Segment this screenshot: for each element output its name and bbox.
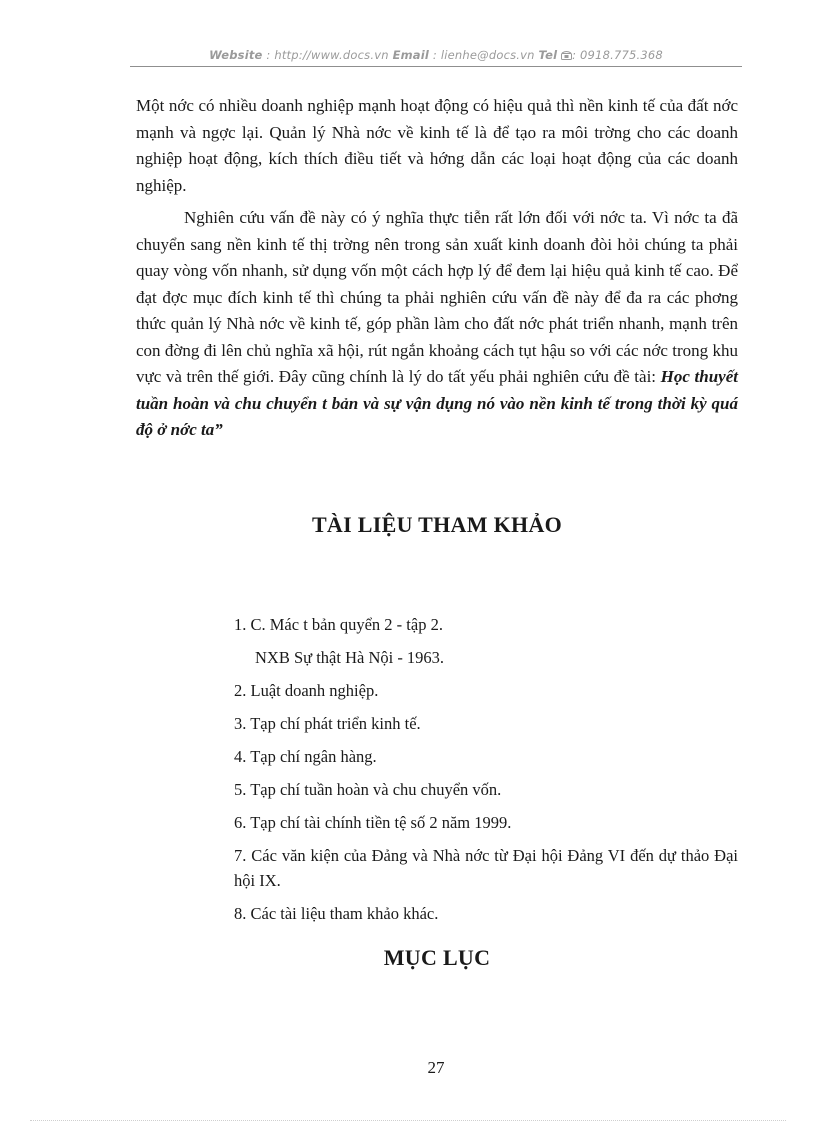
- thesis-title: Học thuyết tuần hoàn và chu chuyển t bản và sự vận dụng nó vào nền kinh tế trong thời kỳ quá độ ở nớc ta”: [136, 367, 738, 439]
- page-number: 27: [427, 1058, 445, 1077]
- tel-label: Tel: [538, 48, 558, 62]
- email-value: : lienhe@docs.vn: [432, 48, 535, 62]
- reference-item: 3. Tạp chí phát triển kinh tế.: [234, 714, 421, 733]
- website-label: Website: [209, 48, 263, 62]
- email-label: Email: [392, 48, 430, 62]
- tel-value: : 0918.775.368: [572, 48, 663, 62]
- reference-item: 1. C. Mác t bản quyển 2 - tập 2.: [234, 615, 443, 634]
- body-paragraph-2: [136, 205, 738, 444]
- references-list: [234, 612, 738, 934]
- paragraph-2: [136, 205, 738, 444]
- reference-item: 8. Các tài liệu tham khảo khác.: [234, 904, 439, 923]
- references-title: TÀI LIỆU THAM KHẢO: [311, 512, 563, 537]
- body-paragraph-1: [136, 93, 738, 199]
- reference-item-publisher: NXB Sự thật Hà Nội - 1963.: [255, 648, 445, 667]
- reference-item: 2. Luật doanh nghiệp.: [234, 681, 379, 700]
- phone-icon: [561, 48, 572, 62]
- reference-item: 6. Tạp chí tài chính tiền tệ số 2 năm 1999.: [234, 813, 512, 832]
- toc-title: MỤC LỤC: [383, 945, 491, 970]
- paragraph-1-text: Một nớc có nhiều doanh nghiệp mạnh hoạt động có hiệu quả thì nền kinh tế của đất nớc mạnh và ngợc lại. Quản lý Nhà nớc về kinh tế là để tạo ra môi trờng cho các doanh nghiệp hoạt động, kích thích điều tiết và hớng dẫn các loại hoạt động của các doanh nghiệp.: [136, 96, 738, 195]
- reference-item: 5. Tạp chí tuần hoàn và chu chuyển vốn.: [234, 780, 502, 799]
- page-header: [130, 48, 742, 62]
- reference-item: 4. Tạp chí ngân hàng.: [234, 747, 377, 766]
- header-divider: [130, 66, 742, 67]
- reference-item: 7. Các văn kiện của Đảng và Nhà nớc từ Đại hội Đảng VI đến dự thảo Đại hội IX.: [234, 846, 738, 890]
- paragraph-2-text: Nghiên cứu vấn đề này có ý nghĩa thực tiễn rất lớn đối với nớc ta. Vì nớc ta đã chuyển sang nền kinh tế thị trờng nên trong sản xuất kinh doanh đòi hỏi chúng ta phải quay vòng vốn nhanh, sử dụng vốn một cách hợp lý để đem lại hiệu quả kinh tế cao. Để đạt đợc mục đích kinh tế thì chúng ta phải nghiên cứu vấn đề này để đa ra các phơng thức quản lý Nhà nớc về kinh tế, góp phần làm cho đất nớc phát triển nhanh, mạnh trên con đờng đi lên chủ nghĩa xã hội, rút ngắn khoảng cách tụt hậu so với các nớc trong khu vực và trên thế giới. Đây cũng chính là lý do tất yếu phải nghiên cứu đề tài:: [136, 208, 738, 386]
- footer-divider: [30, 1120, 786, 1121]
- website-url: : http://www.docs.vn: [266, 48, 389, 62]
